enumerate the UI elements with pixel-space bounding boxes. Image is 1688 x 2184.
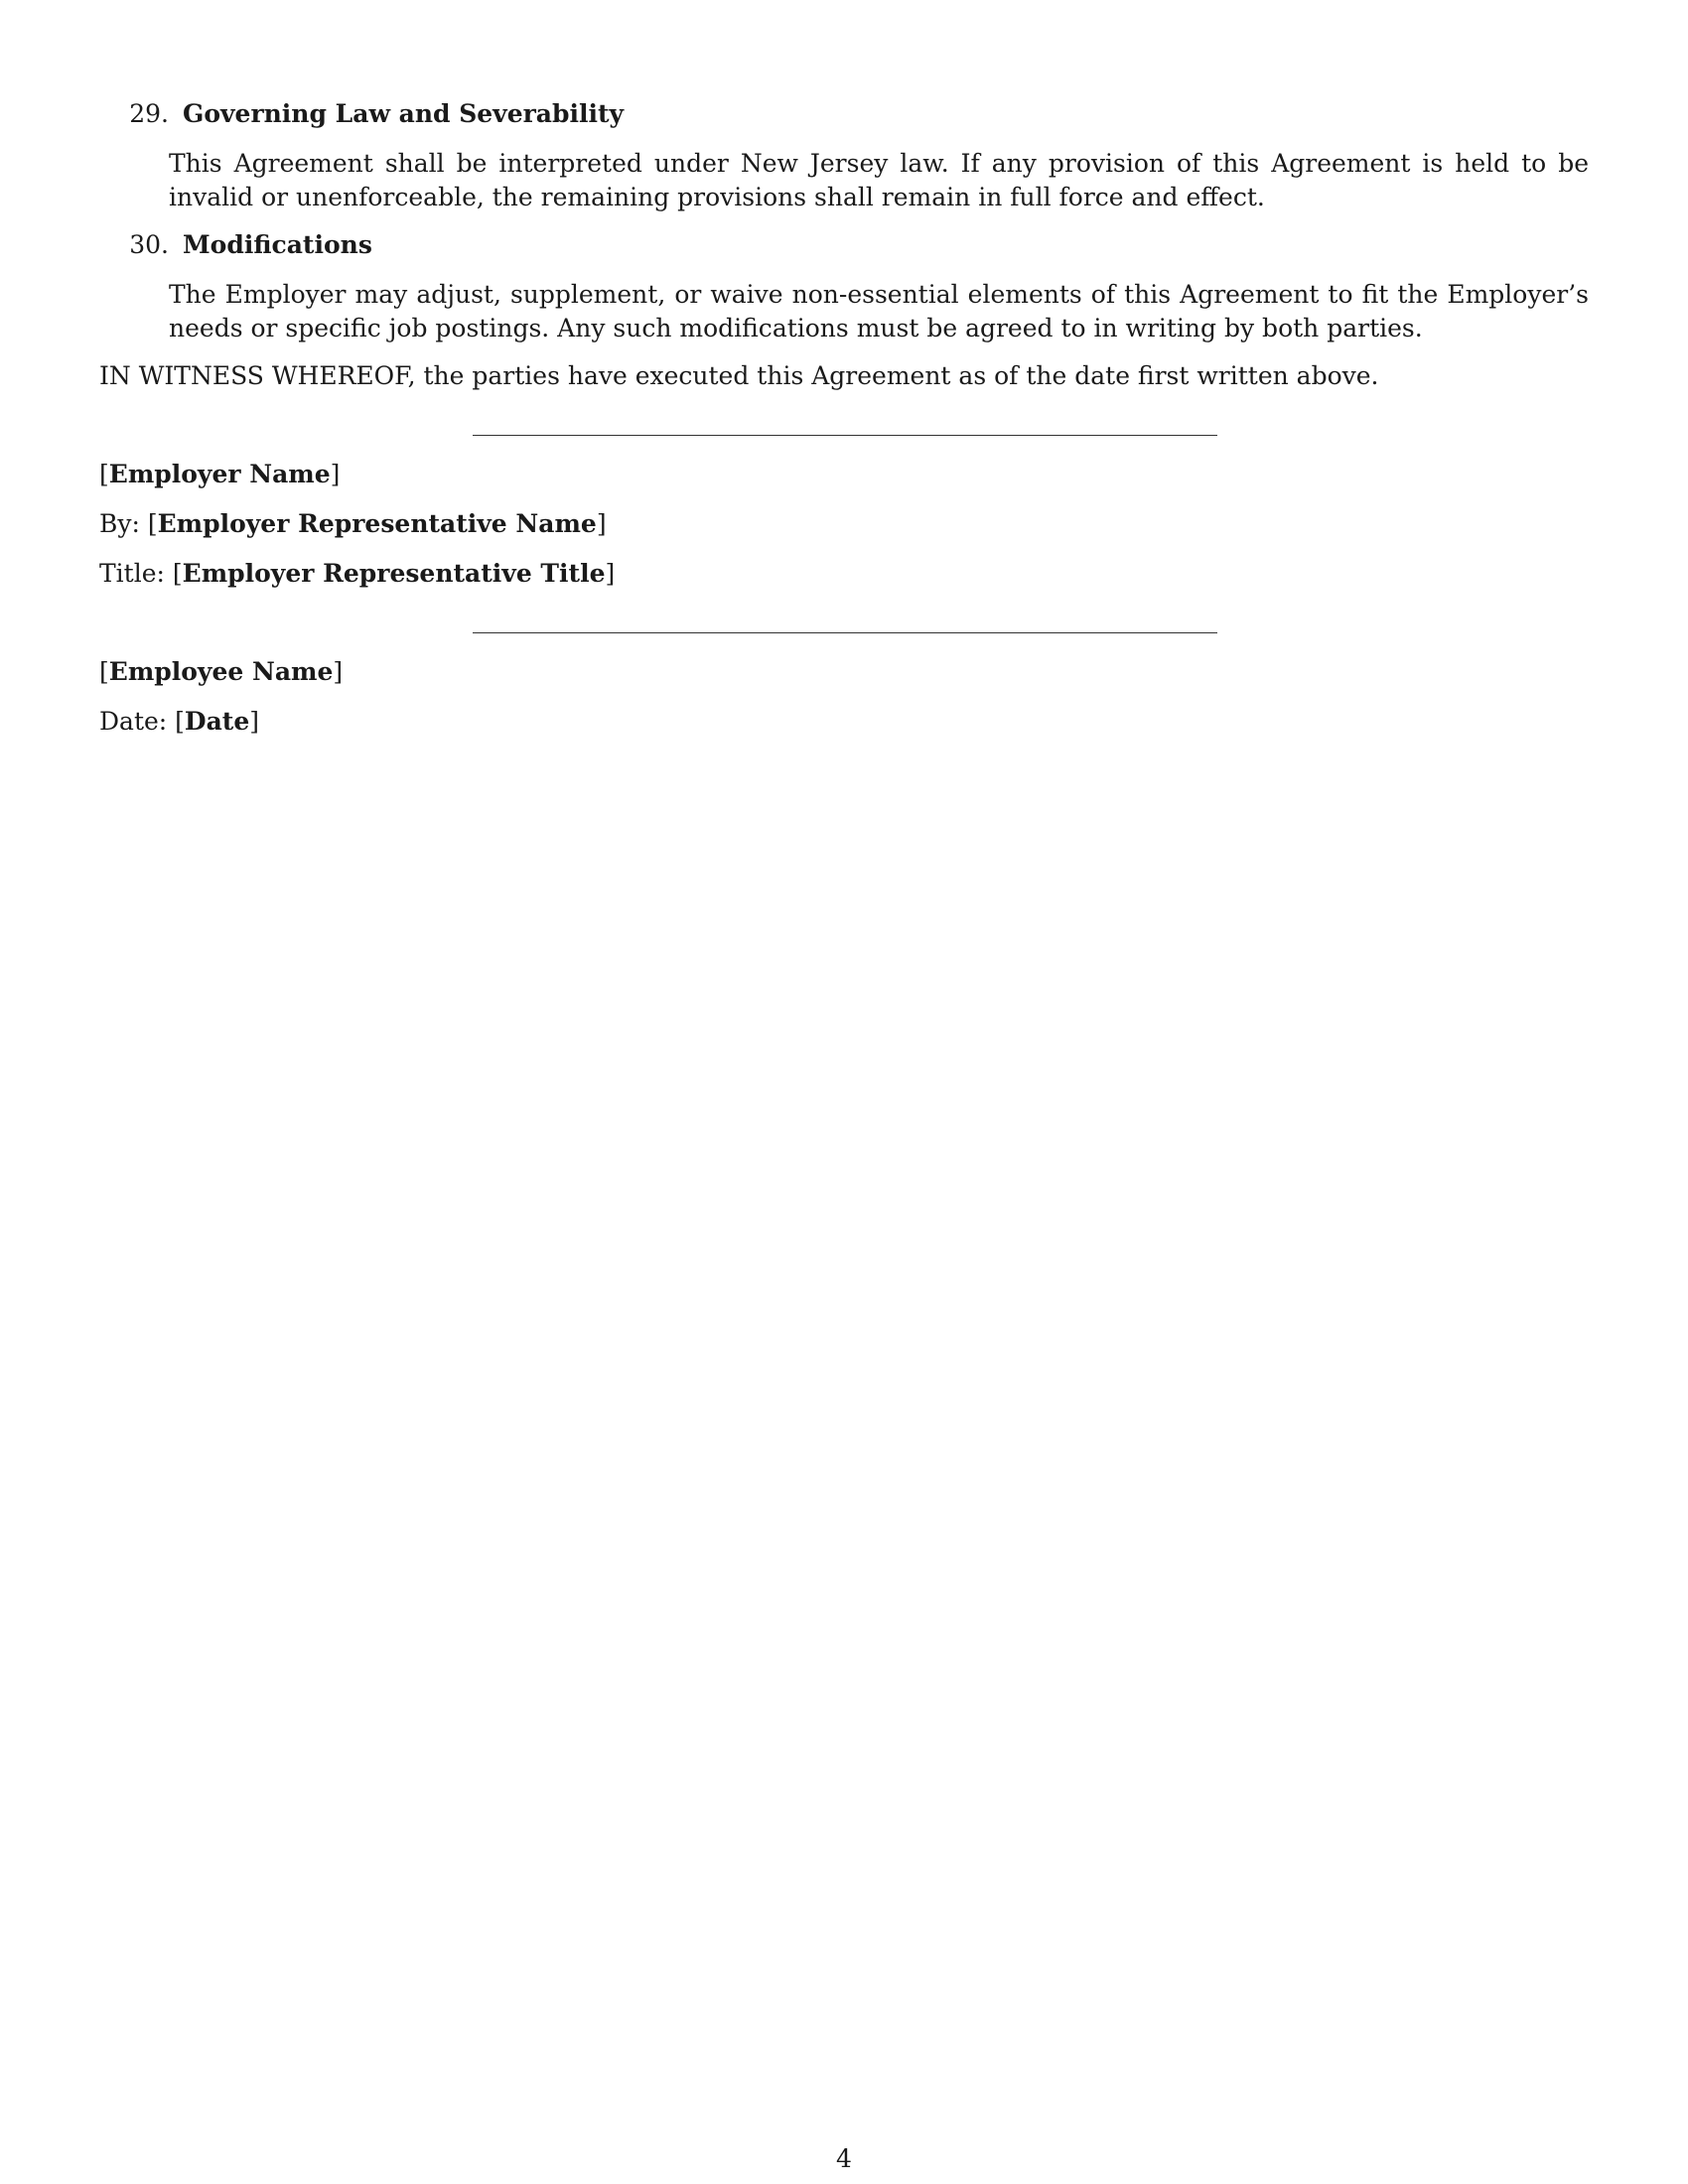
employer-representative-name: Employer Representative Name [157,509,597,538]
page-number: 4 [836,2144,852,2173]
employee-name: Employee Name [108,657,334,686]
employer-by-line: By: [Employer Representative Name] [99,509,607,538]
employee-date-line: Date: [Date] [99,707,260,736]
section-body: This Agreement shall be interpreted under New Jersey law. If any provision of this Agreement is held to be invalid or unenforceable, the remaining provisions shall remain in full force and effect. [169,149,1589,211]
employer-signature-line [473,435,1217,436]
employer-name: Employer Name [108,460,331,488]
section-heading [99,228,1589,262]
employee-date: Date [184,707,250,736]
date-label: Date: [99,707,168,736]
document-page [99,97,1589,739]
witness-clause: IN WITNESS WHEREOF, the parties have executed this Agreement as of the date first written above. [99,361,1379,390]
title-label: Title: [99,559,165,588]
section-governing-law [99,97,1589,214]
employer-representative-title: Employer Representative Title [182,559,606,588]
employee-signature-line [473,632,1217,633]
section-number: 29. [129,99,169,128]
section-number: 30. [129,230,169,259]
section-body: The Employer may adjust, supplement, or waive non-essential elements of this Agreement to fit the Employer’s needs or specific job postings. Any such modifications must be agreed to in writing by both parties. [169,280,1589,342]
section-title: Governing Law and Severability [183,99,625,128]
by-label: By: [99,509,140,538]
section-heading [99,97,1589,131]
employer-name-line: [Employer Name] [99,460,341,488]
section-modifications [99,228,1589,345]
employee-name-line: [Employee Name] [99,657,344,686]
employer-title-line: Title: [Employer Representative Title] [99,559,616,588]
section-title: Modifications [183,230,372,259]
